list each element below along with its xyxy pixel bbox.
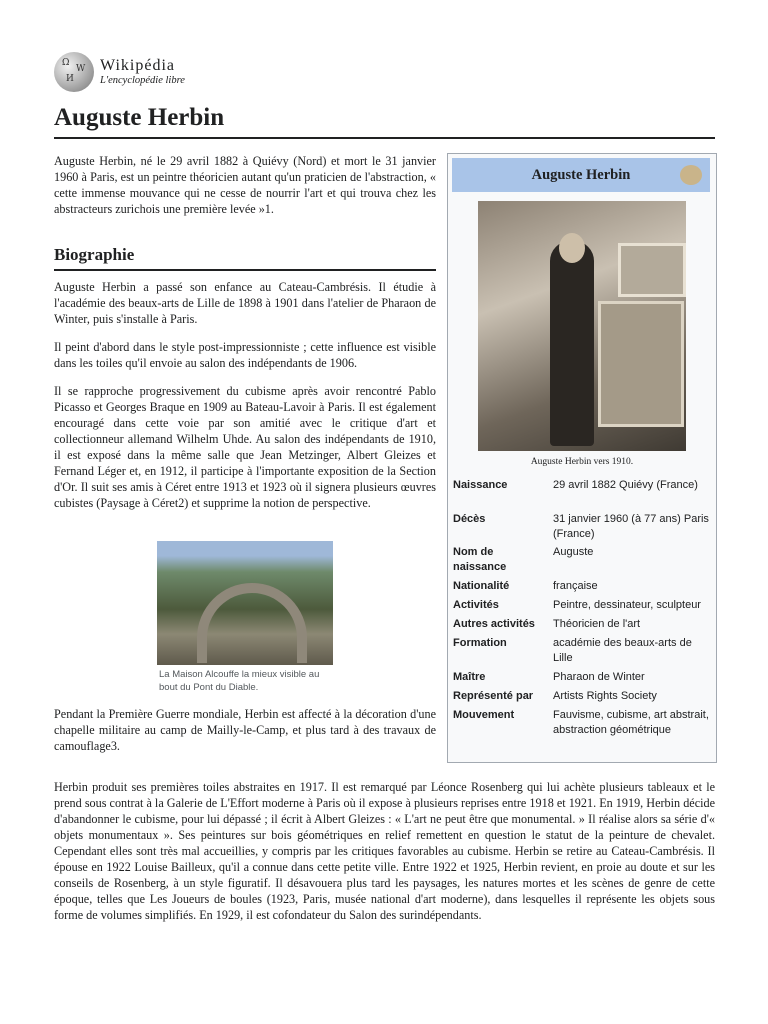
wordmark: Wikipédia xyxy=(100,57,175,75)
bio-text-4: Pendant la Première Guerre mondiale, Herbin est affecté à la décoration d'une chapelle militaire au camp de Mailly-le-Camp, et plus tard à des travaux de camouflage3. xyxy=(54,707,436,753)
infobox-key: Autres activités xyxy=(453,618,535,630)
infobox-key: Maître xyxy=(453,671,486,683)
bio-paragraph-2 xyxy=(54,339,436,371)
wikipedia-logo[interactable] xyxy=(54,52,185,92)
infobox-key: Représenté par xyxy=(453,690,534,702)
infobox-value[interactable]: 29 avril 1882 Quiévy (France) xyxy=(553,479,698,491)
infobox-value[interactable]: 31 janvier 1960 (à 77 ans) Paris (France) xyxy=(553,513,709,540)
bio-text-5: Herbin produit ses premières toiles abstraites en 1917. Il est remarqué par Léonce Rosenberg qui lui achète plusieurs tableaux et le prend sous contrat à la Galerie de L'Effort moderne à Paris où il expose à plusieurs reprises entre 1918 et 1921. En 1919, Herbin décide d'abandonner le cubisme, pour lui dépassé ; il écrit à Albert Gleizes : « L'art ne peut être que monumental. » Il réalise alors sa série d'« objets monumentaux ». Ses peintures sur bois géométriques en relief remettent en question le statut de la peinture de chevalet. Cependant elles sont très mal accueillies, y compris par les critiques favorables au cubisme. Herbin se retire au Cateau-Cambrésis. Il épouse en 1922 Louise Bailleux, qu'il a connue dans cette petite ville. Entre 1922 et 1925, Herbin revient, en proie au doute et sur les conseils de Rosenberg, à un style figuratif. Il désavouera plus tard les paysages, les natures mortes et les scènes de genre de cette époque, telles que Les Joueurs de boules (1923, Paris, musée national d'art moderne), dans lesquelles il représente les objets sous forme de volumes simplifiés. En 1929, il est cofondateur du Salon des surindépendants. xyxy=(54,780,715,923)
infobox-key: Décès xyxy=(453,513,486,525)
infobox-value[interactable]: Fauvisme, cubisme, art abstrait, abstraction géométrique xyxy=(553,709,709,736)
section-divider xyxy=(54,269,436,271)
intro-text: Auguste Herbin, né le 29 avril 1882 à Quiévy (Nord) et mort le 31 janvier 1960 à Paris, est un peintre théoricien autant qu'un praticien de l'abstraction, « cette immense mouvance qui ne cesse de nourrir l'art et qui trouva chez les abstracteurs zurichois une première levée »1. xyxy=(54,154,436,216)
infobox-title xyxy=(452,158,710,192)
infobox-value[interactable]: Artists Rights Society xyxy=(553,690,657,702)
pont-du-diable-photo[interactable] xyxy=(157,541,333,665)
infobox-key: Nationalité xyxy=(453,580,510,592)
bio-text-2: Il peint d'abord dans le style post-impressionniste ; cette influence est visible dans les toiles qu'il envoie au salon des indépendants de 1906. xyxy=(54,340,436,370)
infobox-value[interactable]: Théoricien de l'art xyxy=(553,618,641,630)
infobox-key: Naissance xyxy=(453,479,508,491)
infobox-value: Auguste xyxy=(553,546,594,558)
palette-icon xyxy=(680,165,702,185)
intro-paragraph xyxy=(54,153,436,217)
infobox-value[interactable]: Peintre, dessinateur, sculpteur xyxy=(553,599,701,611)
infobox-value[interactable]: française xyxy=(553,580,598,592)
bio-paragraph-5 xyxy=(54,767,715,935)
bio-paragraph-3 xyxy=(54,383,436,511)
infobox-key: Nom de naissance xyxy=(453,546,507,573)
bio-text-1: Auguste Herbin a passé son enfance au Cateau-Cambrésis. Il étudie à l'académie des beaux-arts de Lille de 1898 à 1901 dans l'atelier de Pharaon de Winter, puis s'installe à Paris. xyxy=(54,280,436,326)
infobox-key: Formation xyxy=(453,637,507,649)
infobox-key: Activités xyxy=(453,599,499,611)
infobox xyxy=(447,153,717,763)
bio-text-3: Il se rapproche progressivement du cubisme après avoir rencontré Pablo Picasso et Georges Braque en 1909 au Bateau-Lavoir à Paris. Il est également encouragé dans cette voie par son amitié avec le critique d'art et collectionneur allemand Wilhelm Uhde. Au salon des indépendants de 1910, il est exposé dans la même salle que Jean Metzinger, Albert Gleizes et Fernand Léger et, en 1912, il participe à l'importante exposition de la Section d'Or. Il suit ses amis à Céret entre 1913 et 1923 où il signera plusieurs œuvres cubistes (Paysage à Céret2) et supprime la notion de perspective. xyxy=(54,384,436,510)
infobox-value[interactable]: Pharaon de Winter xyxy=(553,671,645,683)
portrait-caption: Auguste Herbin vers 1910. xyxy=(530,457,634,467)
section-heading: Biographie xyxy=(54,245,135,264)
tagline: L'encyclopédie libre xyxy=(100,75,185,87)
portrait-photo[interactable] xyxy=(478,201,686,451)
figure-caption: La Maison Alcouffe la mieux visible au bout du Pont du Diable. xyxy=(159,669,320,693)
page-title: Auguste Herbin xyxy=(54,104,225,131)
infobox-key: Mouvement xyxy=(453,709,515,721)
infobox-title-text: Auguste Herbin xyxy=(531,167,631,183)
globe-icon: Ω W И xyxy=(54,52,94,92)
title-divider xyxy=(54,137,715,139)
infobox-value[interactable]: académie des beaux-arts de Lille xyxy=(553,637,692,664)
bio-paragraph-1 xyxy=(54,279,436,327)
bio-paragraph-4 xyxy=(54,706,436,754)
